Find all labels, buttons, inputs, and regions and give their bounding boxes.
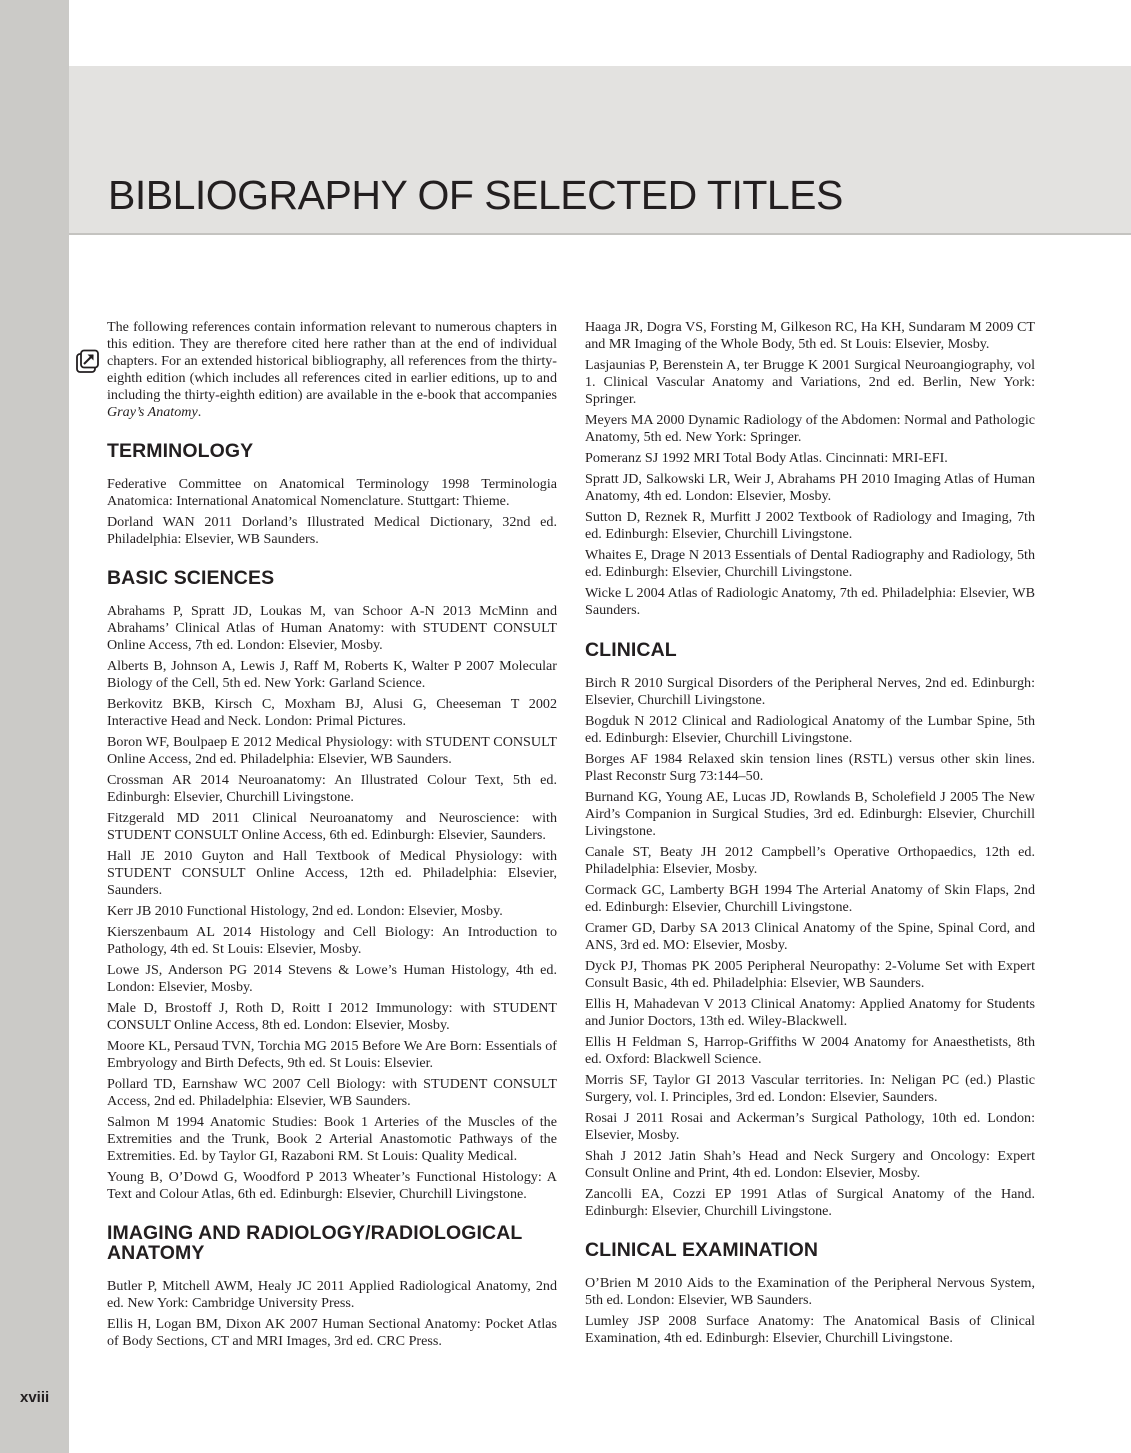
- reference-entry: Kerr JB 2010 Functional Histology, 2nd ed. London: Elsevier, Mosby.: [107, 903, 503, 919]
- header-divider: [69, 233, 1131, 235]
- page-title: BIBLIOGRAPHY OF SELECTED TITLES: [108, 172, 843, 218]
- reference-entry: Whaites E, Drage N 2013 Essentials of Dental Radiography and Radiology, 5th ed. Edinburgh: Elsevier, Churchill Livingstone.: [585, 547, 1035, 580]
- page-number: xviii: [20, 1389, 50, 1406]
- reference-entry: Spratt JD, Salkowski LR, Weir J, Abrahams PH 2010 Imaging Atlas of Human Anatomy, 4th ed. London: Elsevier, Mosby.: [585, 471, 1035, 504]
- reference-entry: Fitzgerald MD 2011 Clinical Neuroanatomy and Neuroscience: with STUDENT CONSULT Online Access, 6th ed. Edinburgh: Elsevier, Saunders.: [107, 810, 557, 843]
- reference-entry: Hall JE 2010 Guyton and Hall Textbook of Medical Physiology: with STUDENT CONSULT Online Access, 12th ed. Philadelphia: Elsevier, Saunders.: [107, 848, 557, 898]
- book-title: Gray’s Anatomy: [107, 404, 198, 420]
- section-heading-imaging: IMAGING AND RADIOLOGY/RADIOLOGICAL ANATOMY: [107, 1222, 523, 1264]
- reference-entry: Shah J 2012 Jatin Shah’s Head and Neck Surgery and Oncology: Expert Consult Online and Print, 4th ed. London: Elsevier, Mosby.: [585, 1148, 1035, 1181]
- basic-sciences-reference-list: [107, 603, 557, 1203]
- section-heading-clinical-examination: CLINICAL EXAMINATION: [585, 1239, 819, 1261]
- reference-entry: Salmon M 1994 Anatomic Studies: Book 1 Arteries of the Muscles of the Extremities and the Trunk, Book 2 Arterial Anastomotic Pathways of the Extremities. Ed. by Taylor GI, Razaboni RM. St Louis: Quality Medical.: [107, 1114, 557, 1164]
- clinical-reference-list: [585, 675, 1035, 1220]
- external-link-icon[interactable]: [74, 349, 100, 375]
- reference-entry: Burnand KG, Young AE, Lucas JD, Rowlands B, Scholefield J 2005 The New Aird’s Companion in Surgical Studies, 3rd ed. Edinburgh: Elsevier, Churchill Livingstone.: [585, 789, 1035, 839]
- reference-entry: Lowe JS, Anderson PG 2014 Stevens & Lowe’s Human Histology, 4th ed. London: Elsevier, Mosby.: [107, 962, 557, 995]
- reference-entry: Ellis H, Logan BM, Dixon AK 2007 Human Sectional Anatomy: Pocket Atlas of Body Sections, CT and MRI Images, 3rd ed. CRC Press.: [107, 1316, 557, 1349]
- reference-entry: Haaga JR, Dogra VS, Forsting M, Gilkeson RC, Ha KH, Sundaram M 2009 CT and MR Imaging of the Whole Body, 5th ed. St Louis: Elsevier, Mosby.: [585, 319, 1035, 352]
- reference-entry: O’Brien M 2010 Aids to the Examination of the Peripheral Nervous System, 5th ed. London: Elsevier, WB Saunders.: [585, 1275, 1035, 1308]
- reference-entry: Federative Committee on Anatomical Terminology 1998 Terminologia Anatomica: International Anatomical Nomenclature. Stuttgart: Thieme.: [107, 476, 557, 509]
- reference-entry: Rosai J 2011 Rosai and Ackerman’s Surgical Pathology, 10th ed. London: Elsevier, Mosby.: [585, 1110, 1035, 1143]
- section-heading-terminology: TERMINOLOGY: [107, 440, 254, 462]
- reference-entry: Dyck PJ, Thomas PK 2005 Peripheral Neuropathy: 2-Volume Set with Expert Consult Basic, 4th ed. Philadelphia: Elsevier, WB Saunders.: [585, 958, 1035, 991]
- reference-entry: Morris SF, Taylor GI 2013 Vascular territories. In: Neligan PC (ed.) Plastic Surgery, vol. I. Principles, 3rd ed. London: Elsevier, Saunders.: [585, 1072, 1035, 1105]
- reference-entry: Lasjaunias P, Berenstein A, ter Brugge K 2001 Surgical Neuroangiography, vol 1. Clinical Vascular Anatomy and Variations, 2nd ed. Berlin, New York: Springer.: [585, 357, 1035, 407]
- reference-entry: Lumley JSP 2008 Surface Anatomy: The Anatomical Basis of Clinical Examination, 4th ed. Edinburgh: Elsevier, Churchill Livingstone.: [585, 1313, 1035, 1346]
- page-side-bar: [0, 0, 69, 1453]
- reference-entry: Boron WF, Boulpaep E 2012 Medical Physiology: with STUDENT CONSULT Online Access, 2nd ed. Philadelphia: Elsevier, WB Saunders.: [107, 734, 557, 767]
- reference-entry: Ellis H, Mahadevan V 2013 Clinical Anatomy: Applied Anatomy for Students and Junior Doctors, 13th ed. Wiley-Blackwell.: [585, 996, 1035, 1029]
- clinical-examination-reference-list: [585, 1275, 1035, 1347]
- right-column: [585, 319, 1035, 1351]
- section-heading-basic-sciences: BASIC SCIENCES: [107, 567, 275, 589]
- section-heading-clinical: CLINICAL: [585, 639, 677, 661]
- reference-entry: Cormack GC, Lamberty BGH 1994 The Arterial Anatomy of Skin Flaps, 2nd ed. Edinburgh: Elsevier, Churchill Livingstone.: [585, 882, 1035, 915]
- reference-entry: Ellis H Feldman S, Harrop-Griffiths W 2004 Anatomy for Anaesthetists, 8th ed. Oxford: Blackwell Science.: [585, 1034, 1035, 1067]
- left-column: [107, 319, 557, 1354]
- reference-entry: Moore KL, Persaud TVN, Torchia MG 2015 Before We Are Born: Essentials of Embryology and Birth Defects, 9th ed. St Louis: Elsevier.: [107, 1038, 557, 1071]
- reference-entry: Zancolli EA, Cozzi EP 1991 Atlas of Surgical Anatomy of the Hand. Edinburgh: Elsevier, Churchill Livingstone.: [585, 1186, 1035, 1219]
- intro-paragraph: The following references contain information relevant to numerous chapters in this edition. They are therefore cited here rather than at the end of individual chapters. For an extended historical bibliography, all references from the thirty-eighth edition (which includes all references cited in earlier editions, up to and including the thirty-eighth edition) are available in the e-book that accompanies Gray’s Anatomy.: [107, 319, 557, 420]
- reference-entry: Alberts B, Johnson A, Lewis J, Raff M, Roberts K, Walter P 2007 Molecular Biology of the Cell, 5th ed. New York: Garland Science.: [107, 658, 557, 691]
- reference-entry: Abrahams P, Spratt JD, Loukas M, van Schoor A-N 2013 McMinn and Abrahams’ Clinical Atlas of Human Anatomy: with STUDENT CONSULT Online Access, 7th ed. London: Elsevier, Mosby.: [107, 603, 557, 653]
- reference-entry: Sutton D, Reznek R, Murfitt J 2002 Textbook of Radiology and Imaging, 7th ed. Edinburgh: Elsevier, Churchill Livingstone.: [585, 509, 1035, 542]
- reference-entry: Borges AF 1984 Relaxed skin tension lines (RSTL) versus other skin lines. Plast Reconstr Surg 73:144–50.: [585, 751, 1035, 784]
- reference-entry: Birch R 2010 Surgical Disorders of the Peripheral Nerves, 2nd ed. Edinburgh: Elsevier, Churchill Livingstone.: [585, 675, 1035, 708]
- reference-entry: Meyers MA 2000 Dynamic Radiology of the Abdomen: Normal and Pathologic Anatomy, 5th ed. New York: Springer.: [585, 412, 1035, 445]
- reference-entry: Butler P, Mitchell AWM, Healy JC 2011 Applied Radiological Anatomy, 2nd ed. New York: Cambridge University Press.: [107, 1278, 557, 1311]
- reference-entry: Kierszenbaum AL 2014 Histology and Cell Biology: An Introduction to Pathology, 4th ed. St Louis: Elsevier, Mosby.: [107, 924, 557, 957]
- reference-entry: Young B, O’Dowd G, Woodford P 2013 Wheater’s Functional Histology: A Text and Colour Atlas, 6th ed. Edinburgh: Elsevier, Churchill Livingstone.: [107, 1169, 557, 1202]
- reference-entry: Bogduk N 2012 Clinical and Radiological Anatomy of the Lumbar Spine, 5th ed. Edinburgh: Elsevier, Churchill Livingstone.: [585, 713, 1035, 746]
- reference-entry: Dorland WAN 2011 Dorland’s Illustrated Medical Dictionary, 32nd ed. Philadelphia: Elsevier, WB Saunders.: [107, 514, 557, 547]
- reference-entry: Crossman AR 2014 Neuroanatomy: An Illustrated Colour Text, 5th ed. Edinburgh: Elsevier, Churchill Livingstone.: [107, 772, 557, 805]
- imaging-reference-list-right: [585, 319, 1035, 619]
- imaging-reference-list-left: [107, 1278, 557, 1350]
- reference-entry: Pollard TD, Earnshaw WC 2007 Cell Biology: with STUDENT CONSULT Access, 2nd ed. Philadelphia: Elsevier, WB Saunders.: [107, 1076, 557, 1109]
- reference-entry: Berkovitz BKB, Kirsch C, Moxham BJ, Alusi G, Cheeseman T 2002 Interactive Head and Neck. London: Primal Pictures.: [107, 696, 557, 729]
- reference-entry: Wicke L 2004 Atlas of Radiologic Anatomy, 7th ed. Philadelphia: Elsevier, WB Saunders.: [585, 585, 1035, 618]
- terminology-reference-list: [107, 476, 557, 548]
- reference-entry: Male D, Brostoff J, Roth D, Roitt I 2012 Immunology: with STUDENT CONSULT Online Access, 8th ed. London: Elsevier, Mosby.: [107, 1000, 557, 1033]
- reference-entry: Canale ST, Beaty JH 2012 Campbell’s Operative Orthopaedics, 12th ed. Philadelphia: Elsevier, Mosby.: [585, 844, 1035, 877]
- reference-entry: Cramer GD, Darby SA 2013 Clinical Anatomy of the Spine, Spinal Cord, and ANS, 3rd ed. MO: Elsevier, Mosby.: [585, 920, 1035, 953]
- reference-entry: Pomeranz SJ 1992 MRI Total Body Atlas. Cincinnati: MRI-EFI.: [585, 450, 948, 466]
